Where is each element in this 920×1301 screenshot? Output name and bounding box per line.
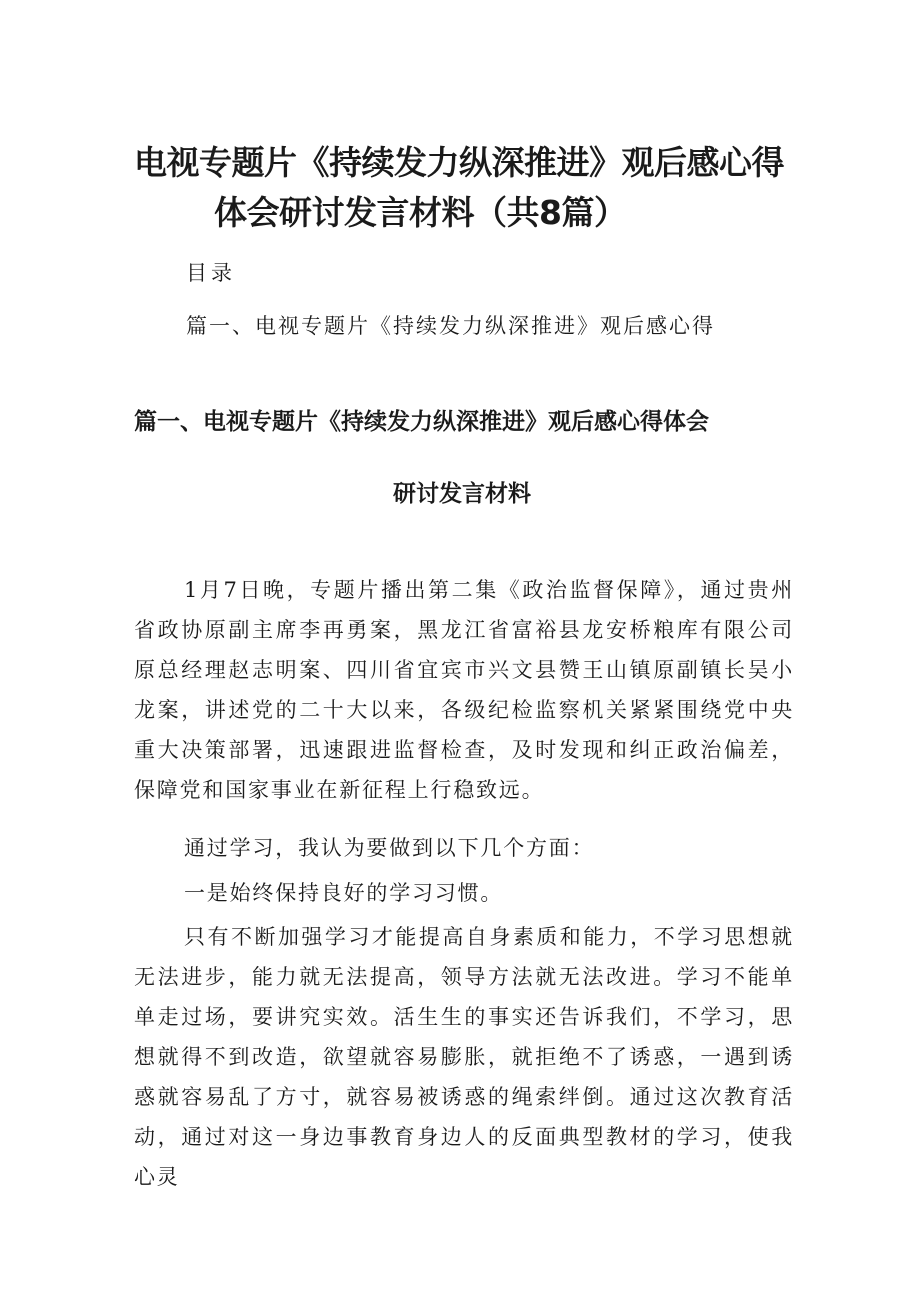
title-line-2: 体会研讨发言材料（共8篇） [214,193,627,232]
title-line-1: 电视专题片《持续发力纵深推进》观后感心得 [134,143,784,182]
body-paragraph-4: 只有不断加强学习才能提高自身素质和能力，不学习思想就无法进步，能力就无法提高，领导方法就无法改进。学习不能单单走过场，要讲究实效。活生生的事实还告诉我们，不学习，思想就得不到改造，欲望就容易膨胀，就拒绝不了诱惑，一遇到诱惑就容易乱了方寸，就容易被诱惑的绳索绊倒。通过这次教育活动，通过对这一身边事教育身边人的反面典型教材的学习，使我心灵 [134,925,794,1189]
toc-heading: 目录 [186,261,236,285]
body-paragraph-2: 通过学习，我认为要做到以下几个方面： [184,836,595,860]
section-title-line-2: 研讨发言材料 [393,481,531,507]
section-title-line-1: 篇一、电视专题片《持续发力纵深推进》观后感心得体会 [134,409,709,435]
toc-entry-1[interactable]: 篇一、电视专题片《持续发力纵深推进》观后感心得 [186,314,715,338]
body-paragraph-3: 一是始终保持良好的学习习惯。 [184,881,504,905]
document-title [134,138,814,238]
body-paragraph-1: 1月7日晚，专题片播出第二集《政治监督保障》，通过贵州省政协原副主席李再勇案，黑龙江省富裕县龙安桥粮库有限公司原总经理赵志明案、四川省宜宾市兴文县赞王山镇原副镇长吴小龙案，讲述党的二十大以来，各级纪检监察机关紧紧围绕党中央重大决策部署，迅速跟进监督检查，及时发现和纠正政治偏差，保障党和国家事业在新征程上行稳致远。 [134,578,794,802]
